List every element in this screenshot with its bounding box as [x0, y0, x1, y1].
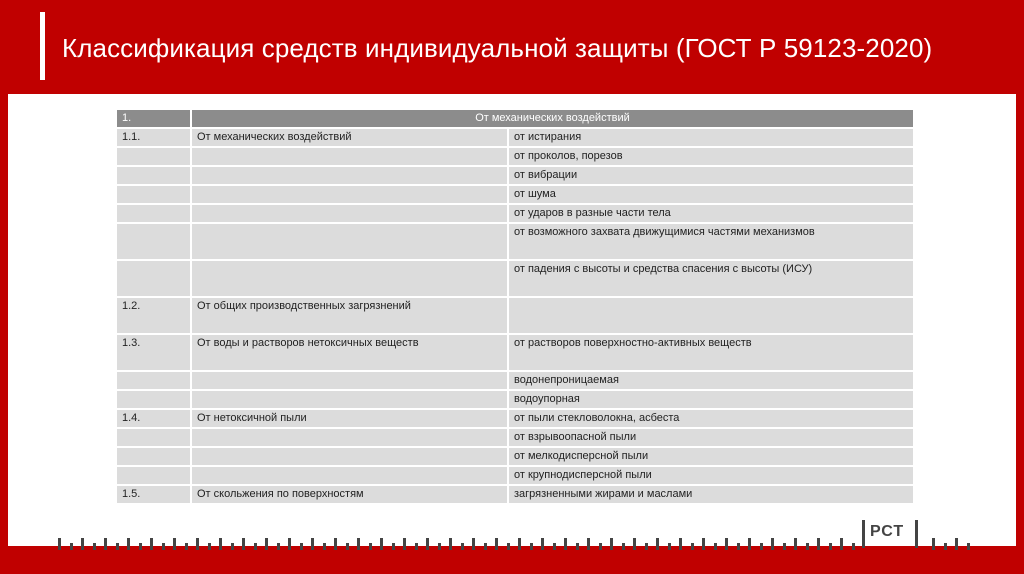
ruler-tick: [231, 543, 234, 550]
row-num-cell: [117, 224, 190, 259]
table-row: [117, 298, 913, 333]
table-row: [117, 410, 913, 427]
ruler-tick: [219, 538, 222, 550]
ruler-tick: [300, 543, 303, 550]
ruler-tick: [461, 543, 464, 550]
row-num-cell: 1.1.: [117, 129, 190, 146]
row-num-cell: 1.3.: [117, 335, 190, 370]
ruler-tick: [725, 538, 728, 550]
ruler-tick: [139, 543, 142, 550]
row-category-cell: [192, 224, 507, 259]
ruler-tick: [599, 543, 602, 550]
ruler-tick: [737, 543, 740, 550]
row-num-cell: [117, 167, 190, 184]
ruler-tick: [587, 538, 590, 550]
ruler-tick: [610, 538, 613, 550]
ruler-tick: [380, 538, 383, 550]
row-subtype-cell: от возможного захвата движущимися частями механизмов: [509, 224, 913, 259]
row-category-cell: [192, 148, 507, 165]
row-subtype-cell: водонепроницаемая: [509, 372, 913, 389]
ruler-tick: [852, 543, 855, 550]
logo-text: РСТ: [870, 523, 905, 540]
ruler-tick: [691, 543, 694, 550]
row-category-cell: [192, 429, 507, 446]
row-category-cell: [192, 467, 507, 484]
ruler-tick: [472, 538, 475, 550]
row-num-cell: 1.5.: [117, 486, 190, 503]
row-category-cell: От механических воздействий: [192, 129, 507, 146]
table-row: [117, 186, 913, 203]
row-num-cell: 1.4.: [117, 410, 190, 427]
table-row: [117, 205, 913, 222]
ruler-tick: [173, 538, 176, 550]
ruler-tick: [438, 543, 441, 550]
header-num-cell: 1.: [117, 110, 190, 127]
row-subtype-cell: [509, 298, 913, 333]
ruler-tick: [760, 543, 763, 550]
row-category-cell: [192, 205, 507, 222]
ruler-tick: [530, 543, 533, 550]
ruler-tick: [334, 538, 337, 550]
row-category-cell: [192, 372, 507, 389]
row-num-cell: 1.2.: [117, 298, 190, 333]
ruler-tick: [541, 538, 544, 550]
row-num-cell: [117, 148, 190, 165]
row-num-cell: [117, 429, 190, 446]
slide-header: [0, 0, 1024, 94]
row-subtype-cell: от растворов поверхностно-активных веществ: [509, 335, 913, 370]
ruler-tick: [277, 543, 280, 550]
ruler-tick: [553, 543, 556, 550]
table-row: [117, 372, 913, 389]
ruler-tick: [633, 538, 636, 550]
rst-logo: [862, 520, 918, 550]
row-num-cell: [117, 448, 190, 465]
ruler-tick: [507, 543, 510, 550]
row-subtype-cell: от падения с высоты и средства спасения с высоты (ИСУ): [509, 261, 913, 296]
ruler-tick: [495, 538, 498, 550]
ruler-tick: [518, 538, 521, 550]
ruler-tick: [967, 543, 970, 550]
row-subtype-cell: от пыли стекловолокна, асбеста: [509, 410, 913, 427]
ruler-tick: [668, 543, 671, 550]
title-accent-bar: [40, 12, 45, 80]
ruler-tick: [829, 543, 832, 550]
ruler-tick: [288, 538, 291, 550]
ruler-tick: [104, 538, 107, 550]
ruler-tick: [806, 543, 809, 550]
row-num-cell: [117, 205, 190, 222]
ruler-tick: [702, 538, 705, 550]
table-row: [117, 261, 913, 296]
row-category-cell: От воды и растворов нетоксичных веществ: [192, 335, 507, 370]
page-title: Классификация средств индивидуальной защиты (ГОСТ Р 59123-2020): [62, 33, 933, 63]
table-row: [117, 429, 913, 446]
ruler-tick: [645, 543, 648, 550]
ruler-tick: [311, 538, 314, 550]
ruler-tick: [748, 538, 751, 550]
ruler-tick: [93, 543, 96, 550]
ruler-tick: [242, 538, 245, 550]
ruler-tick: [265, 538, 268, 550]
row-subtype-cell: от проколов, порезов: [509, 148, 913, 165]
row-num-cell: [117, 186, 190, 203]
row-subtype-cell: от вибрации: [509, 167, 913, 184]
ruler-tick: [392, 543, 395, 550]
ruler-tick: [185, 543, 188, 550]
ruler-tick: [254, 543, 257, 550]
row-subtype-cell: от ударов в разные части тела: [509, 205, 913, 222]
ruler-tick: [656, 538, 659, 550]
table-row: [117, 467, 913, 484]
ruler-tick: [932, 538, 935, 550]
row-category-cell: [192, 261, 507, 296]
ruler-tick: [794, 538, 797, 550]
ruler-tick: [369, 543, 372, 550]
ruler-tick: [679, 538, 682, 550]
ruler-tick: [346, 543, 349, 550]
table-row: [117, 391, 913, 408]
table-row: [117, 486, 913, 503]
ruler-tick: [564, 538, 567, 550]
logo-right-bar: [915, 520, 918, 548]
table-row: [117, 335, 913, 370]
ruler-tick: [116, 543, 119, 550]
table-row: [117, 129, 913, 146]
row-subtype-cell: от истирания: [509, 129, 913, 146]
row-subtype-cell: от шума: [509, 186, 913, 203]
row-num-cell: [117, 372, 190, 389]
ruler-tick: [127, 538, 130, 550]
ruler-tick: [415, 543, 418, 550]
ruler-tick: [817, 538, 820, 550]
row-num-cell: [117, 261, 190, 296]
row-subtype-cell: от крупнодисперсной пыли: [509, 467, 913, 484]
table-header-row: [117, 110, 913, 127]
row-category-cell: [192, 167, 507, 184]
ruler-tick: [70, 543, 73, 550]
ruler-tick: [426, 538, 429, 550]
row-subtype-cell: водоупорная: [509, 391, 913, 408]
slide-content: [8, 94, 1016, 546]
ruler-tick: [208, 543, 211, 550]
ruler-tick: [403, 538, 406, 550]
row-category-cell: От общих производственных загрязнений: [192, 298, 507, 333]
ruler-tick: [576, 543, 579, 550]
row-category-cell: [192, 448, 507, 465]
row-category-cell: От скольжения по поверхностям: [192, 486, 507, 503]
ruler-tick: [357, 538, 360, 550]
row-subtype-cell: загрязненными жирами и маслами: [509, 486, 913, 503]
ruler-tick: [944, 543, 947, 550]
table-row: [117, 167, 913, 184]
row-subtype-cell: от мелкодисперсной пыли: [509, 448, 913, 465]
row-subtype-cell: от взрывоопасной пыли: [509, 429, 913, 446]
row-num-cell: [117, 391, 190, 408]
classification-table: [115, 108, 915, 505]
ruler-tick: [196, 538, 199, 550]
logo-left-bar: [862, 520, 865, 548]
row-num-cell: [117, 467, 190, 484]
ruler-tick: [484, 543, 487, 550]
decorative-ruler: [58, 536, 968, 550]
row-category-cell: [192, 186, 507, 203]
table-row: [117, 224, 913, 259]
ruler-tick: [81, 538, 84, 550]
ruler-tick: [58, 538, 61, 550]
ruler-tick: [714, 543, 717, 550]
ruler-tick: [955, 538, 958, 550]
ruler-tick: [783, 543, 786, 550]
ruler-tick: [840, 538, 843, 550]
row-category-cell: [192, 391, 507, 408]
ruler-tick: [162, 543, 165, 550]
table-row: [117, 448, 913, 465]
ruler-tick: [622, 543, 625, 550]
table-row: [117, 148, 913, 165]
ruler-tick: [449, 538, 452, 550]
ruler-tick: [771, 538, 774, 550]
row-category-cell: От нетоксичной пыли: [192, 410, 507, 427]
ruler-tick: [323, 543, 326, 550]
ruler-tick: [150, 538, 153, 550]
header-group-cell: От механических воздействий: [192, 110, 913, 127]
